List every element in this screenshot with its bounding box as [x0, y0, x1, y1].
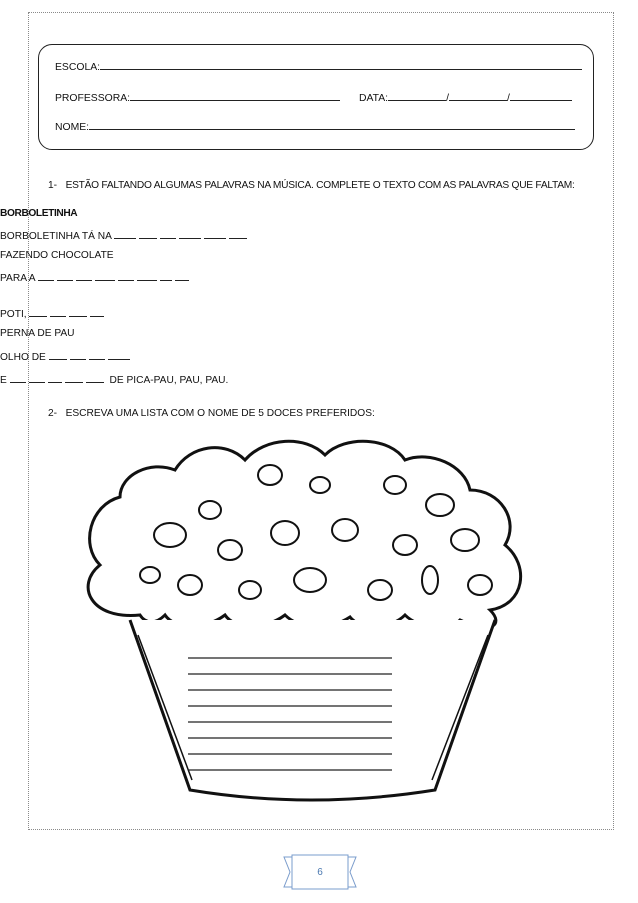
date-day-field[interactable] — [388, 90, 446, 101]
question-2 — [48, 408, 375, 419]
song-line-5: PERNA DE PAU — [0, 328, 75, 339]
blank-field[interactable] — [175, 271, 189, 281]
song-line-3 — [0, 271, 192, 284]
page-number-badge — [282, 853, 358, 891]
blank-field[interactable] — [95, 271, 115, 281]
school-label: ESCOLA: — [55, 62, 101, 73]
blank-field[interactable] — [204, 229, 226, 239]
teacher-row — [55, 90, 340, 104]
blank-field[interactable] — [29, 307, 47, 317]
song-line-6 — [0, 350, 133, 363]
blank-field[interactable] — [137, 271, 157, 281]
question-1 — [48, 180, 575, 191]
teacher-field[interactable] — [130, 90, 340, 101]
name-label: NOME: — [55, 122, 90, 133]
question-2-text: ESCREVA UMA LISTA COM O NOME DE 5 DOCES PREFERIDOS: — [65, 408, 375, 419]
cupcake-outline-icon — [60, 425, 560, 829]
blank-field[interactable] — [90, 307, 104, 317]
blank-field[interactable] — [160, 271, 172, 281]
blank-field[interactable] — [48, 373, 62, 383]
page-number: 6 — [317, 867, 323, 878]
blank-field[interactable] — [10, 373, 26, 383]
blank-field[interactable] — [160, 229, 176, 239]
blank-field[interactable] — [114, 229, 136, 239]
name-row — [55, 119, 575, 133]
song-line-1 — [0, 229, 250, 242]
song-line-7 — [0, 373, 228, 386]
date-month-field[interactable] — [449, 90, 507, 101]
blank-field[interactable] — [65, 373, 83, 383]
song-line-3-text: PARA A — [0, 273, 35, 284]
blank-field[interactable] — [139, 229, 157, 239]
blank-field[interactable] — [49, 350, 67, 360]
date-row — [359, 90, 572, 104]
question-2-number: 2- — [48, 408, 58, 419]
song-line-4-text: POTI, — [0, 309, 27, 320]
blank-field[interactable] — [118, 271, 134, 281]
question-1-text: ESTÃO FALTANDO ALGUMAS PALAVRAS NA MÚSICA. COMPLETE O TEXTO COM AS PALAVRAS QUE FALTAM: — [65, 180, 575, 191]
song-title: BORBOLETINHA — [0, 208, 78, 219]
school-row — [55, 59, 582, 73]
blank-field[interactable] — [76, 271, 92, 281]
blank-field[interactable] — [86, 373, 104, 383]
blank-field[interactable] — [57, 271, 73, 281]
blank-field[interactable] — [108, 350, 130, 360]
student-info-box — [38, 44, 594, 150]
blank-field[interactable] — [179, 229, 201, 239]
blank-field[interactable] — [29, 373, 45, 383]
blank-field[interactable] — [38, 271, 54, 281]
school-field[interactable] — [100, 59, 582, 70]
blank-field[interactable] — [50, 307, 66, 317]
song-line-1-text: BORBOLETINHA TÁ NA — [0, 231, 112, 242]
song-line-2: FAZENDO CHOCOLATE — [0, 250, 114, 261]
blank-field[interactable] — [89, 350, 105, 360]
question-1-number: 1- — [48, 180, 58, 191]
date-year-field[interactable] — [510, 90, 572, 101]
date-separator: / — [506, 93, 510, 104]
teacher-label: PROFESSORA: — [55, 93, 131, 104]
song-line-7-start: E — [0, 375, 7, 386]
date-separator: / — [446, 93, 449, 104]
name-field[interactable] — [89, 119, 575, 130]
blank-field[interactable] — [229, 229, 247, 239]
date-label: DATA: — [359, 93, 389, 104]
blank-field[interactable] — [70, 350, 86, 360]
blank-field[interactable] — [69, 307, 87, 317]
song-line-6-text: OLHO DE — [0, 352, 46, 363]
song-line-7-end: DE PICA-PAU, PAU, PAU. — [109, 375, 229, 386]
song-line-4 — [0, 307, 107, 320]
